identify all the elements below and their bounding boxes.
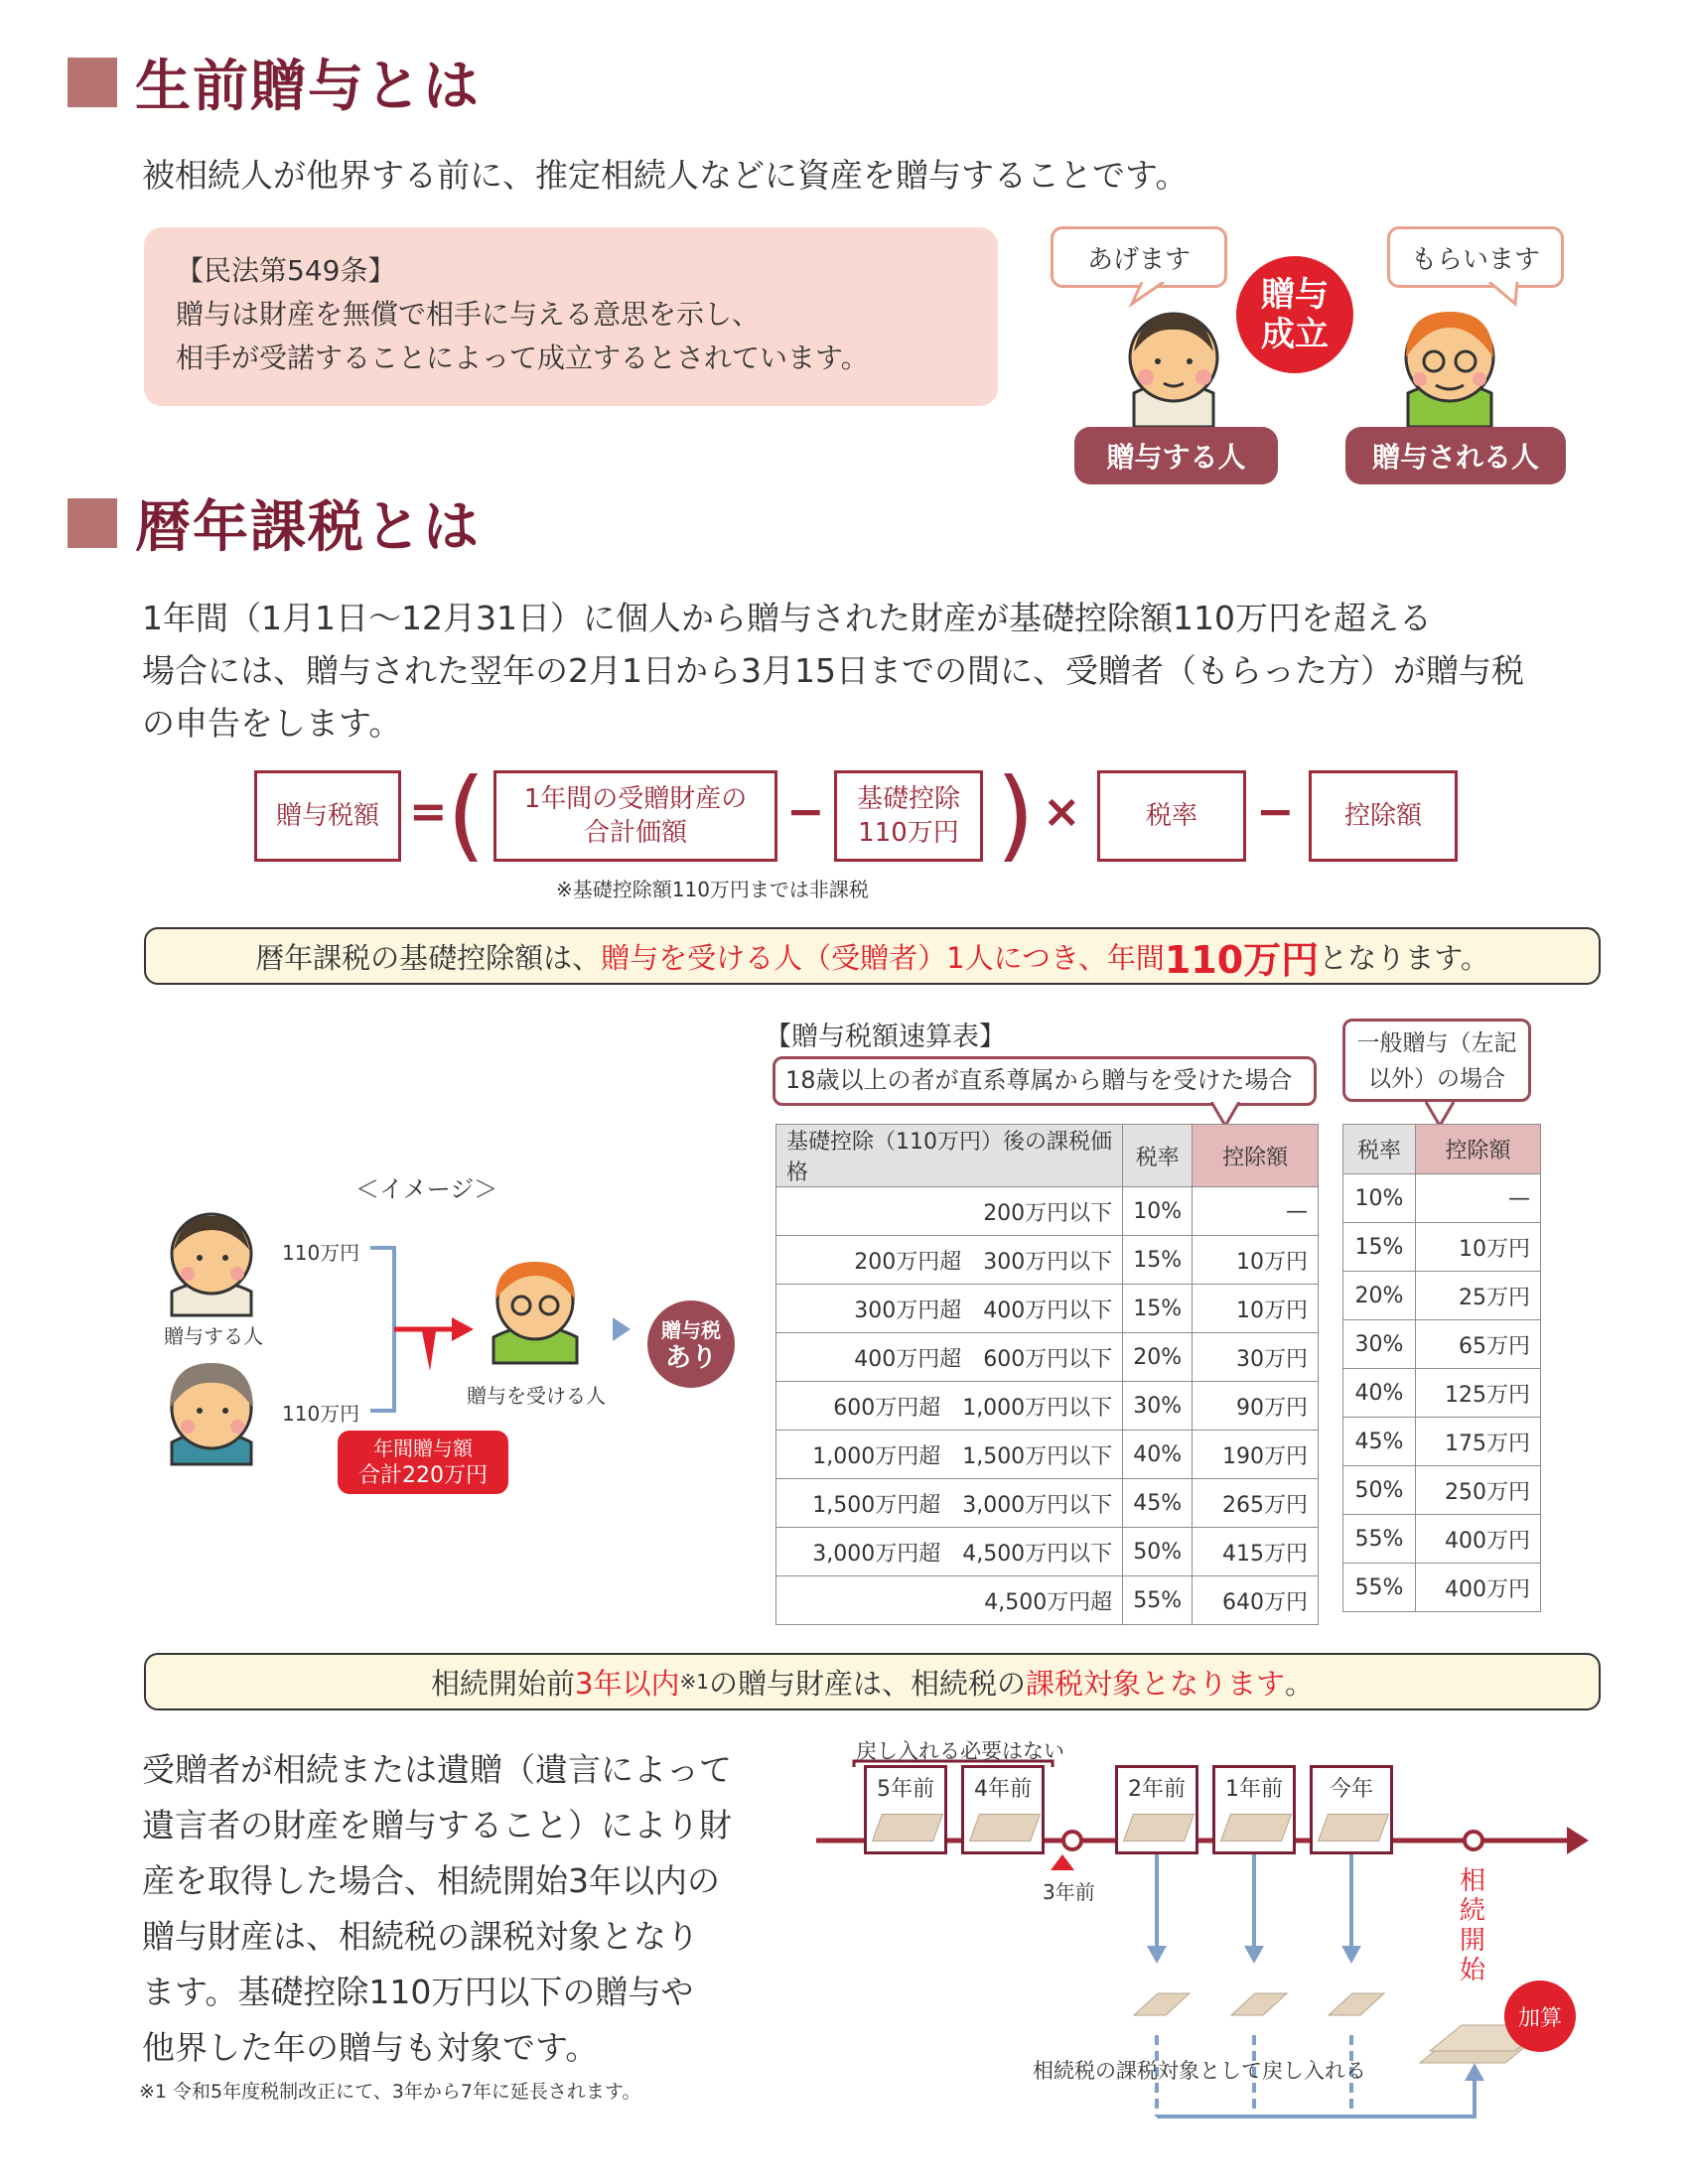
col-price: 基礎控除（110万円）後の課税価格 [776,1125,1123,1187]
rate-cell: 30% [1123,1382,1193,1431]
formula-rate: 税率 [1097,770,1246,862]
section-title-rekinen: 暦年課税とは [68,488,481,558]
general-rate-cell: 20% [1343,1272,1416,1320]
formula-minus-2: − [1256,784,1295,838]
rate-cell: 20% [1123,1333,1193,1382]
image-caption: ＜イメージ＞ [355,1175,498,1203]
formula-times: × [1043,784,1081,838]
general-gift-tax-table [1342,1124,1541,1612]
deduction-cell: 10万円 [1193,1236,1319,1285]
inheritance-start-label: 相続開始 [1460,1866,1486,1985]
col-rate: 税率 [1123,1125,1193,1187]
deduction-cell: 190万円 [1193,1431,1319,1479]
table-row [776,1285,1319,1333]
general-deduction-cell: 25万円 [1415,1272,1540,1320]
image-receiver-label: 贈与を受ける人 [467,1384,606,1408]
table-row [1343,1272,1541,1320]
rate-cell: 10% [1123,1187,1193,1236]
inheritance-3year-banner: 相続開始前 3年以内 ※1 の贈与財産は、相続税の 課税対象となります 。 [144,1653,1601,1710]
general-deduction-cell: 175万円 [1415,1418,1540,1466]
giver-speech-bubble: あげます [1051,226,1227,288]
title-square-icon [68,498,117,548]
quick-table-title: 【贈与税額速算表】 [765,1022,1006,1052]
price-cell: 3,000万円超 4,500万円以下 [776,1528,1123,1576]
col-deduction: 控除額 [1193,1125,1319,1187]
add-badge: 加算 [1504,1980,1576,2052]
return-label: 相続税の課税対象として戻し入れる [1033,2059,1366,2083]
price-cell: 4,500万円超 [776,1576,1123,1625]
image-giver-label: 贈与する人 [164,1324,263,1348]
bill-icon [1123,1814,1195,1842]
table-row [1343,1223,1541,1272]
civil-code-line2: 相手が受諾することによって成立するとされています。 [176,341,869,374]
year-box-4y: 4年前 [961,1765,1045,1854]
special-gift-tax-table [775,1124,1319,1625]
title-square-icon [68,58,117,107]
general-rate-cell: 50% [1343,1466,1416,1515]
giver-label: 贈与する人 [1074,427,1278,484]
bill-icon [1318,1814,1389,1842]
table-row [1343,1320,1541,1369]
section-title-seizen: 生前贈与とは [68,48,481,117]
rate-cell: 50% [1123,1528,1193,1576]
rate-cell: 40% [1123,1431,1193,1479]
rate-cell: 55% [1123,1576,1193,1625]
annual-total-badge: 年間贈与額 合計220万円 [338,1431,508,1494]
amount-top: 110万円 [282,1241,360,1265]
price-cell: 300万円超 400万円以下 [776,1285,1123,1333]
rate-cell: 15% [1123,1236,1193,1285]
table-row [776,1431,1319,1479]
general-deduction-cell: 65万円 [1415,1320,1540,1369]
bill-icon [1220,1814,1292,1842]
table-row [776,1333,1319,1382]
formula-equals: = [409,784,448,838]
rate-cell: 15% [1123,1285,1193,1333]
general-deduction-cell: 400万円 [1415,1564,1540,1612]
basic-deduction-banner: 暦年課税の基礎控除額は、 贈与を受ける人（受贈者）1人につき、年間 110万円 となります。 [144,927,1601,985]
table-row [776,1382,1319,1431]
general-rate-cell: 30% [1343,1320,1416,1369]
table-row [1343,1369,1541,1418]
table-row [1343,1174,1541,1223]
general-gift-callout: 一般贈与（左記以外）の場合 [1342,1019,1531,1102]
gift-tax-result-badge: 贈与税 あり [647,1300,735,1388]
col-general-rate: 税率 [1343,1125,1416,1174]
section2-paragraph: 1年間（1月1日～12月31日）に個人から贈与された財産が基礎控除額110万円を超える 場合には、贈与された翌年の2月1日から3月15日までの間に、受贈者（もらった方）が贈与税 の申告をします。 [142,599,1524,743]
general-rate-cell: 40% [1343,1369,1416,1418]
node-3y [1061,1830,1083,1851]
table-row [776,1479,1319,1528]
year-box-2y: 2年前 [1115,1765,1198,1854]
price-cell: 400万円超 600万円以下 [776,1333,1123,1382]
bottom-paragraph: 受贈者が相続または遺贈（遺言によって 遺言者の財産を贈与すること）により財 産を取得した場合、相続開始3年以内の 贈与財産は、相続税の課税対象となり ます。基礎控除110万円以下の贈与や 他界した年の贈与も対象です。 [142,1750,732,2067]
general-rate-cell: 10% [1343,1174,1416,1223]
deduction-cell: 90万円 [1193,1382,1319,1431]
civil-code-heading: 【民法第549条】 [176,254,396,287]
gift-established-badge: 贈与 成立 [1236,256,1353,373]
price-cell: 200万円以下 [776,1187,1123,1236]
general-deduction-cell: 250万円 [1415,1466,1540,1515]
formula-open-paren: ( [447,756,487,873]
table-row [1343,1564,1541,1612]
formula-minus-1: − [786,784,825,838]
general-deduction-cell: 10万円 [1415,1223,1540,1272]
receiver-label: 贈与される人 [1345,427,1566,484]
year-box-this-year: 今年 [1310,1765,1393,1854]
formula-basic-deduction: 基礎控除 110万円 [834,770,983,862]
node-inheritance-start [1463,1830,1484,1851]
price-cell: 1,000万円超 1,500万円以下 [776,1431,1123,1479]
no-return-label: 戻し入れる必要はない [856,1739,1064,1763]
price-cell: 600万円超 1,000万円以下 [776,1382,1123,1431]
table-row [1343,1466,1541,1515]
deduction-cell: — [1193,1187,1319,1236]
general-rate-cell: 55% [1343,1515,1416,1564]
formula-note: ※基礎控除額110万円までは非課税 [556,878,869,901]
footnote: ※1 令和5年度税制改正にて、3年から7年に延長されます。 [139,2081,641,2103]
table-row [776,1187,1319,1236]
formula-close-paren: ) [996,756,1036,873]
bill-icon [872,1814,943,1842]
formula-gift-tax: 贈与税額 [254,770,401,862]
special-gift-callout: 18歳以上の者が直系尊属から贈与を受けた場合 [773,1056,1317,1106]
civil-code-box [144,227,998,406]
table-row [1343,1418,1541,1466]
table-row [1343,1515,1541,1564]
year-box-1y: 1年前 [1212,1765,1296,1854]
general-rate-cell: 15% [1343,1223,1416,1272]
three-years-label: 3年前 [1043,1880,1095,1904]
table-row [776,1236,1319,1285]
table-row [776,1576,1319,1625]
year-box-5y: 5年前 [864,1765,947,1854]
price-cell: 1,500万円超 3,000万円以下 [776,1479,1123,1528]
general-rate-cell: 55% [1343,1564,1416,1612]
bill-icon [969,1814,1041,1842]
receiver-speech-bubble: もらいます [1387,226,1564,288]
table-row [776,1528,1319,1576]
col-general-deduction: 控除額 [1415,1125,1540,1174]
deduction-cell: 640万円 [1193,1576,1319,1625]
general-deduction-cell: — [1415,1174,1540,1223]
deduction-cell: 415万円 [1193,1528,1319,1576]
general-deduction-cell: 125万円 [1415,1369,1540,1418]
formula-deduction: 控除額 [1309,770,1458,862]
amount-bottom: 110万円 [282,1402,360,1426]
rate-cell: 45% [1123,1479,1193,1528]
section1-lead: 被相続人が他界する前に、推定相続人などに資産を贈与することです。 [142,156,1189,195]
deduction-cell: 30万円 [1193,1333,1319,1382]
general-deduction-cell: 400万円 [1415,1515,1540,1564]
price-cell: 200万円超 300万円以下 [776,1236,1123,1285]
formula-annual-gift-total: 1年間の受贈財産の 合計価額 [493,770,777,862]
general-rate-cell: 45% [1343,1418,1416,1466]
deduction-cell: 265万円 [1193,1479,1319,1528]
deduction-cell: 10万円 [1193,1285,1319,1333]
civil-code-line1: 贈与は財産を無償で相手に与える意思を示し、 [176,298,761,331]
